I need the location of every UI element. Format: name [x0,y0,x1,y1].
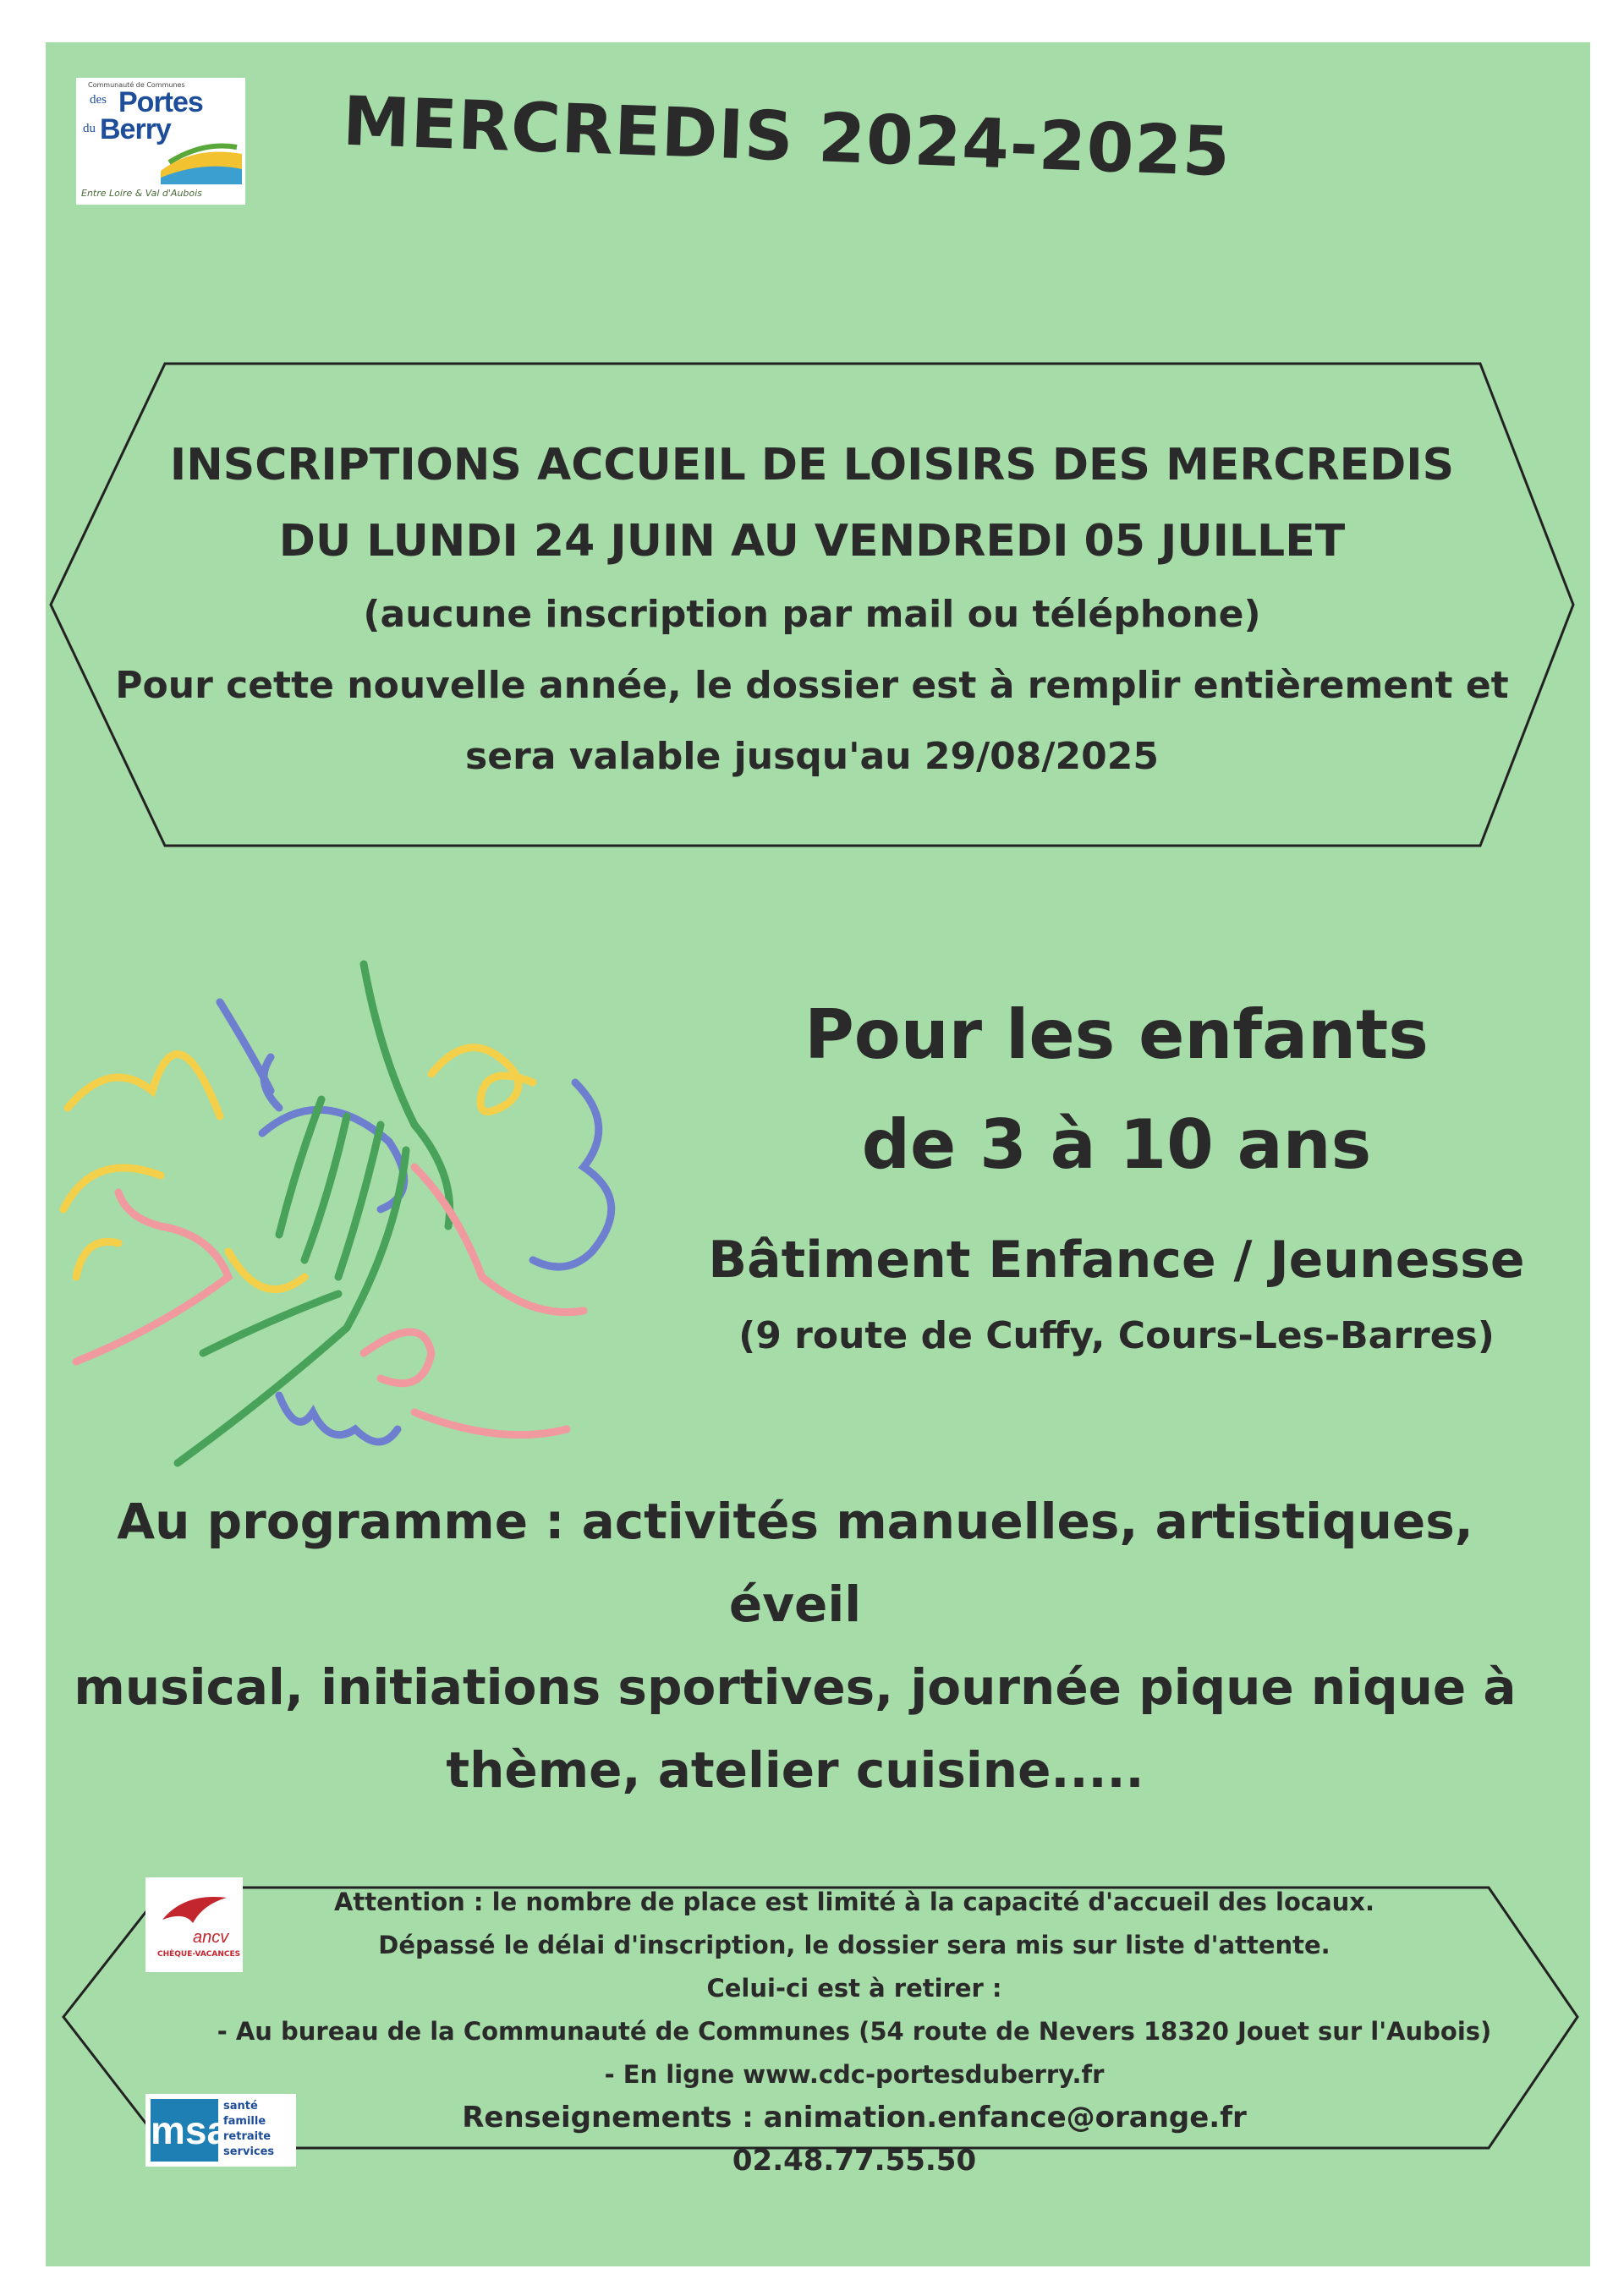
logo-du: du [83,122,96,135]
msa-word-2: famille [223,2115,266,2128]
info-line-2: Dépassé le délai d'inscription, le dossier sera mis sur liste d'attente. [378,1931,1330,1959]
registration-line-1: INSCRIPTIONS ACCUEIL DE LOISIRS DES MERCREDIS [169,440,1455,490]
registration-line-5: sera valable jusqu'au 29/08/2025 [465,735,1159,778]
info-line-4: - Au bureau de la Communauté de Communes (54 route de Nevers 18320 Jouet sur l'Aubois) [217,2017,1492,2046]
registration-line-2: DU LUNDI 24 JUIN AU VENDREDI 05 JUILLET [278,516,1346,567]
msa-word-3: retraite [223,2130,272,2143]
ancv-name: ancv [193,1928,229,1947]
info-line-6: Renseignements : animation.enfance@orange.fr [462,2101,1247,2134]
registration-line-4: Pour cette nouvelle année, le dossier est à remplir entièrement et [115,664,1509,707]
logo-des: des [90,93,107,107]
logo-berry: Berry [100,113,171,145]
info-line-1: Attention : le nombre de place est limité à la capacité d'accueil des locaux. [333,1888,1375,1916]
page-title: MERCREDIS 2024-2025 [341,81,1232,192]
info-text [195,1881,1514,2183]
audience-line-2: de 3 à 10 ans [861,1105,1372,1184]
logo-small-text: Communauté de Communes [88,81,185,89]
program-line-2: musical, initiations sportives, journée pique nique à [74,1658,1517,1716]
logo-tagline: Entre Loire & Val d'Aubois [81,188,202,199]
registration-line-3: (aucune inscription par mail ou téléphone) [363,593,1261,636]
msa-mark: msa [151,2099,218,2162]
logo-portes: Portes [118,86,203,118]
program-line-3: thème, atelier cuisine..... [446,1741,1144,1799]
msa-word-4: services [223,2145,275,2158]
info-line-5: - En ligne www.cdc-portesduberry.fr [604,2060,1105,2089]
hands-illustration [59,956,634,1480]
info-phone: 02.48.77.55.50 [732,2144,977,2178]
program-line-1: Au programme : activités manuelles, artistiques, éveil [117,1493,1473,1633]
msa-word-1: santé [223,2100,258,2112]
building-address: (9 route de Cuffy, Cours-Les-Barres) [738,1314,1495,1357]
registration-text [102,427,1522,792]
program-text [68,1480,1522,1811]
audience-line-1: Pour les enfants [804,995,1429,1074]
building-name: Bâtiment Enfance / Jeunesse [708,1230,1525,1290]
info-line-3: Celui-ci est à retirer : [706,1974,1002,2003]
ancv-sub: CHÈQUE-VACANCES [157,1950,241,1959]
